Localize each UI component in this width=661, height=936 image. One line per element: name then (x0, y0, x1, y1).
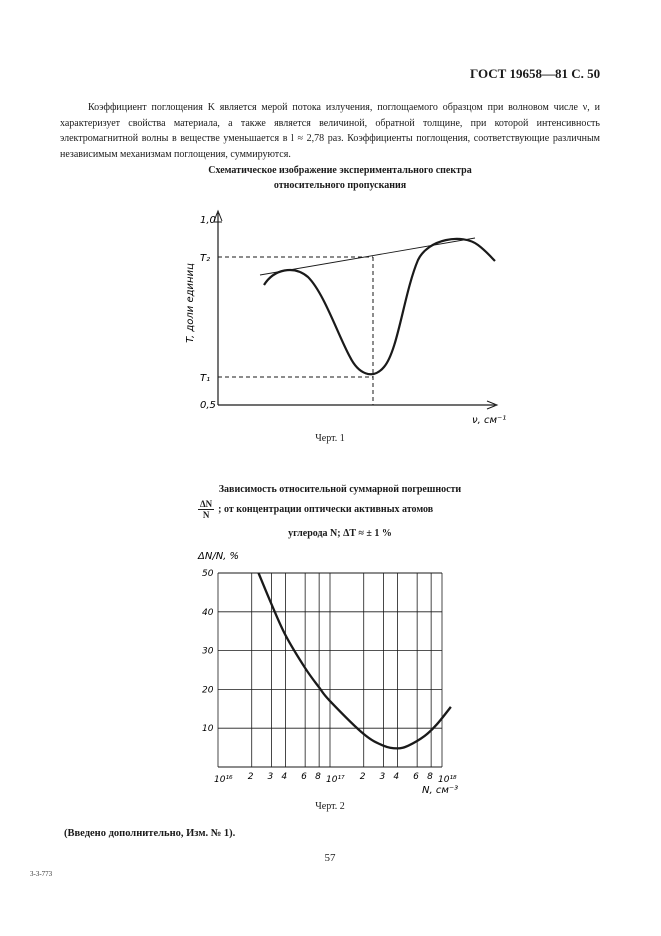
fig1-tick-top-label: 1,0 (200, 215, 216, 226)
fig2-x-tick-label: 10¹⁷ (326, 775, 345, 785)
fig2-y-tick-label: 40 (202, 607, 214, 618)
fig2-x-tick-label: 2 (247, 772, 254, 782)
fig1-x-axis-label: ν, см⁻¹ (472, 415, 507, 426)
fig2-x-axis-label: N, см⁻³ (422, 785, 459, 796)
fig2-grid (218, 573, 442, 767)
amendment-note: (Введено дополнительно, Изм. № 1). (64, 828, 236, 839)
fig2-y-tick-label: 50 (202, 569, 214, 579)
document-header: ГОСТ 19658—81 С. 50 (470, 66, 601, 81)
fig2-x-tick-label: 8 (315, 772, 321, 782)
fraction-dn-over-n (198, 499, 214, 520)
error-vs-concentration-chart (190, 545, 480, 800)
transmission-spectrum-figure (185, 205, 510, 430)
fraction-numerator: ΔN (200, 499, 213, 509)
fig1-y-axis-label: T, доли единиц (185, 263, 196, 343)
fig2-x-tick-label: 4 (393, 772, 400, 782)
page-number: 57 (324, 852, 336, 864)
print-code: 3-3-773 (30, 870, 53, 878)
fig2-x-tick-label: 10¹⁸ (438, 775, 457, 785)
fig2-y-axis-label: ΔN/N, % (198, 551, 240, 562)
fig2-x-tick-label: 3 (379, 772, 386, 782)
fig1-spectrum-curve (264, 239, 495, 374)
fig2-x-tick-label: 2 (359, 772, 366, 782)
fraction-denominator: N (202, 510, 210, 520)
figure1-title (140, 163, 540, 193)
fig2-x-tick-label: 10¹⁶ (214, 775, 233, 785)
figure2-title-line2-rest: ; от концентрации оптически активных атомов (218, 503, 434, 515)
figure2-title-line3: углерода N; ΔT ≈ ± 1 % (288, 528, 392, 539)
fig2-x-tick-label: 6 (413, 772, 419, 782)
fig1-T2-label: T₂ (200, 253, 211, 264)
fig2-x-tick-label: 6 (301, 772, 307, 782)
fig2-curve-layer (259, 573, 451, 748)
figure1-title-line2: относительного пропускания (273, 180, 407, 191)
fig2-y-tick-label: 20 (202, 685, 214, 696)
intro-text: Коэффициент поглощения K является мерой потока излучения, поглощаемого образцом при волновом числе ν, и характеризует свойства материала, а также является величиной, обратной толщине, при которой интенсивность электромагнитной волны в веществе уменьшается в l ≈ 2,78 раз. Коэффициенты поглощения, соответствующие различным независимым механизмам поглощения, суммируются. (60, 102, 600, 160)
figure2-title-line2 (198, 499, 433, 520)
figure2-caption: Черт. 2 (315, 801, 345, 812)
fig2-x-tick-labels (214, 772, 457, 785)
fig2-error-curve (259, 573, 451, 748)
intro-paragraph (60, 100, 600, 162)
fig2-x-tick-label: 4 (281, 772, 288, 782)
fig2-x-tick-label: 8 (427, 772, 433, 782)
fig2-x-tick-label: 3 (267, 772, 274, 782)
fig2-y-tick-label: 10 (202, 724, 214, 735)
figure2-title-line1: Зависимость относительной суммарной погрешности (218, 484, 462, 495)
figure1-caption: Черт. 1 (315, 433, 345, 444)
figure1-title-line1: Схематическое изображение экспериментального спектра (208, 165, 472, 176)
fig2-y-tick-labels (202, 569, 214, 734)
fig1-tick-bottom-label: 0,5 (200, 400, 216, 411)
fig1-T1-label: T₁ (200, 373, 211, 384)
fig2-y-tick-label: 30 (202, 646, 214, 657)
